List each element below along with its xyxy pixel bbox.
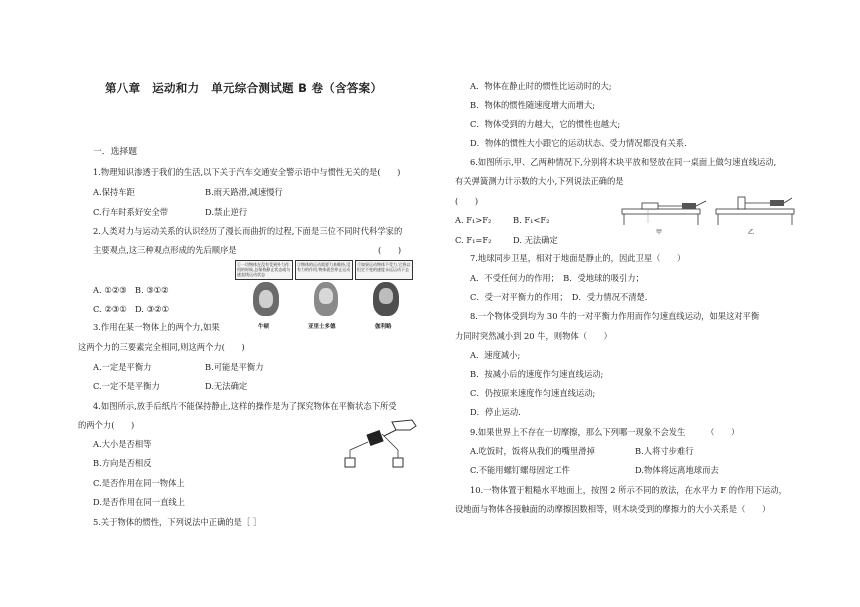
q6-option-d: D. 无法确定 xyxy=(513,235,558,245)
q7-options-cd: C．受一对平衡力的作用； D．受力情况不清楚. xyxy=(470,292,648,302)
newton-label: 牛顿 xyxy=(258,324,270,330)
q8-option-d: D．停止运动. xyxy=(470,407,521,417)
q6-option-b: B. F₁<F₂ xyxy=(513,215,550,225)
q4-option-a: A.大小是否相等 xyxy=(93,439,152,449)
question-7: 7.地球同步卫星，相对于地面是静止的，因此卫星（ ） xyxy=(470,253,686,263)
fig6-label-yi: 乙 xyxy=(748,229,755,236)
question-6-line2: 有关弹簧测力计示数的大小,下列说法正确的是 xyxy=(455,176,624,186)
newton-portrait xyxy=(251,282,281,318)
galileo-quote: ③如果运动物体不受力,它将以恒定不变的速度永远运动下去 xyxy=(355,260,413,280)
question-2-line2: 主要观点,这三种观点形成的先后顺序是 xyxy=(93,245,237,255)
q8-option-c: C．仍按原来速度作匀速直线运动; xyxy=(470,388,596,398)
card-weights-figure xyxy=(340,418,420,470)
q2-options-cd: C. ②③① D. ③②① xyxy=(93,304,169,314)
q9-option-b: B.人将寸步难行 xyxy=(635,446,694,456)
spring-scale-figure xyxy=(620,195,800,240)
q4-option-b: B.方向是否相反 xyxy=(93,458,152,468)
q3-option-c: C.一定不是平衡力 xyxy=(93,381,160,391)
q8-option-b: B．按减小后的速度作匀速直线运动; xyxy=(470,369,604,379)
q3-option-b: B.可能是平衡力 xyxy=(205,362,264,372)
q1-option-c: C.行车时系好安全带 xyxy=(93,207,169,217)
question-9: 9.如果世界上不存在一切摩擦，那么下列哪一现象不会发生 （ ） xyxy=(470,427,740,437)
q6-option-c: C. F₁=F₂ xyxy=(455,235,492,245)
section-heading: 一．选择题 xyxy=(93,147,137,157)
q1-option-d: D.禁止逆行 xyxy=(205,207,248,217)
question-1: 1.物理知识渗透于我们的生活,以下关于汽车交通安全警示语中与惯性无关的是( ) xyxy=(93,167,401,177)
q5-option-d: D．物体的惯性大小跟它的运动状态、受力情况都没有关系. xyxy=(470,138,687,148)
fig6-label-jia: 甲 xyxy=(656,229,663,236)
q9-option-c: C.不能用螺钉螺母固定工件 xyxy=(470,465,570,475)
question-10-line1: 10.一物体置于粗糙水平地面上，按图 2 所示不同的放法，在水平力 F 的作用下运动， xyxy=(470,485,787,495)
q3-option-d: D.无法确定 xyxy=(205,381,248,391)
q6-option-a: A. F₁>F₂ xyxy=(455,215,492,225)
question-10-line2: 设地面与物体各接触面的动摩擦因数相等，则木块受到的摩擦力的大小关系是（ ） xyxy=(455,504,771,514)
q4-option-c: C.是否作用在同一物体上 xyxy=(93,478,185,488)
galileo-portrait xyxy=(371,282,401,318)
question-6-line1: 6.如图所示,甲、乙两种情况下,分别将木块平放和竖放在同一桌面上做匀速直线运动, xyxy=(470,157,777,167)
q5-option-b: B．物体的惯性随速度增大而增大; xyxy=(470,100,596,110)
question-6-paren: ( ) xyxy=(455,196,479,206)
q7-options-ab: A．不受任何力的作用； B．受地球的吸引力； xyxy=(470,273,644,283)
q5-option-a: A．物体在静止时的惯性比运动时的大; xyxy=(470,81,612,91)
question-5: 5.关于物体的惯性，下列说法中正确的是［ ］ xyxy=(93,517,262,527)
q5-option-c: C．物体受到的力越大，它的惯性也越大; xyxy=(470,119,621,129)
question-8-line1: 8.一个物体受到均为 30 牛的一对平衡力作用而作匀速直线运动，如果这对平衡 xyxy=(470,311,760,321)
scientists-figure xyxy=(235,260,415,335)
q8-option-a: A．速度减小; xyxy=(470,350,521,360)
question-2-line1: 2.人类对力与运动关系的认识经历了漫长而曲折的过程,下面是三位不同时代科学家的 xyxy=(93,226,403,236)
page-title: 第八章 运动和力 单元综合测试题 B 卷（含答案） xyxy=(105,81,383,95)
question-4-line2: 的两个力( ) xyxy=(78,420,135,430)
question-8-line2: 力同时突然减小到 20 牛，则物体（ ） xyxy=(455,331,612,341)
aristotle-quote: ②物体的运动需要力来维持,没有力的作用,物体就会停止运动 xyxy=(295,260,353,280)
q9-option-d: D.物体将远离地球而去 xyxy=(635,465,719,475)
q1-option-b: B.雨天路滑,减速慢行 xyxy=(205,187,283,197)
q9-option-a: A.吃饭时，饭将从我们的嘴里滑掉 xyxy=(470,446,595,456)
galileo-label: 伽利略 xyxy=(375,324,392,330)
q3-option-a: A.一定是平衡力 xyxy=(93,362,152,372)
question-3-line1: 3.作用在某一物体上的两个力,如果 xyxy=(93,322,220,332)
question-3-line2: 这两个力的三要素完全相同,则这两个力( ) xyxy=(78,342,245,352)
aristotle-portrait xyxy=(311,282,341,318)
aristotle-label: 亚里士多德 xyxy=(308,324,336,330)
q1-option-a: A.保持车距 xyxy=(93,187,135,197)
q4-option-d: D.是否作用在同一直线上 xyxy=(93,497,185,507)
question-2-paren: ( ) xyxy=(378,245,402,255)
question-4-line1: 4.如图所示,放手后纸片不能保持静止,这样的操作是为了探究物体在平衡状态下所受 xyxy=(93,401,397,411)
q2-options-ab: A. ①②③ B. ③①② xyxy=(93,285,169,295)
newton-quote: ①一切物体在没有受到外力作用的时候,总保持静止状态或匀速直线运动状态 xyxy=(235,260,293,280)
